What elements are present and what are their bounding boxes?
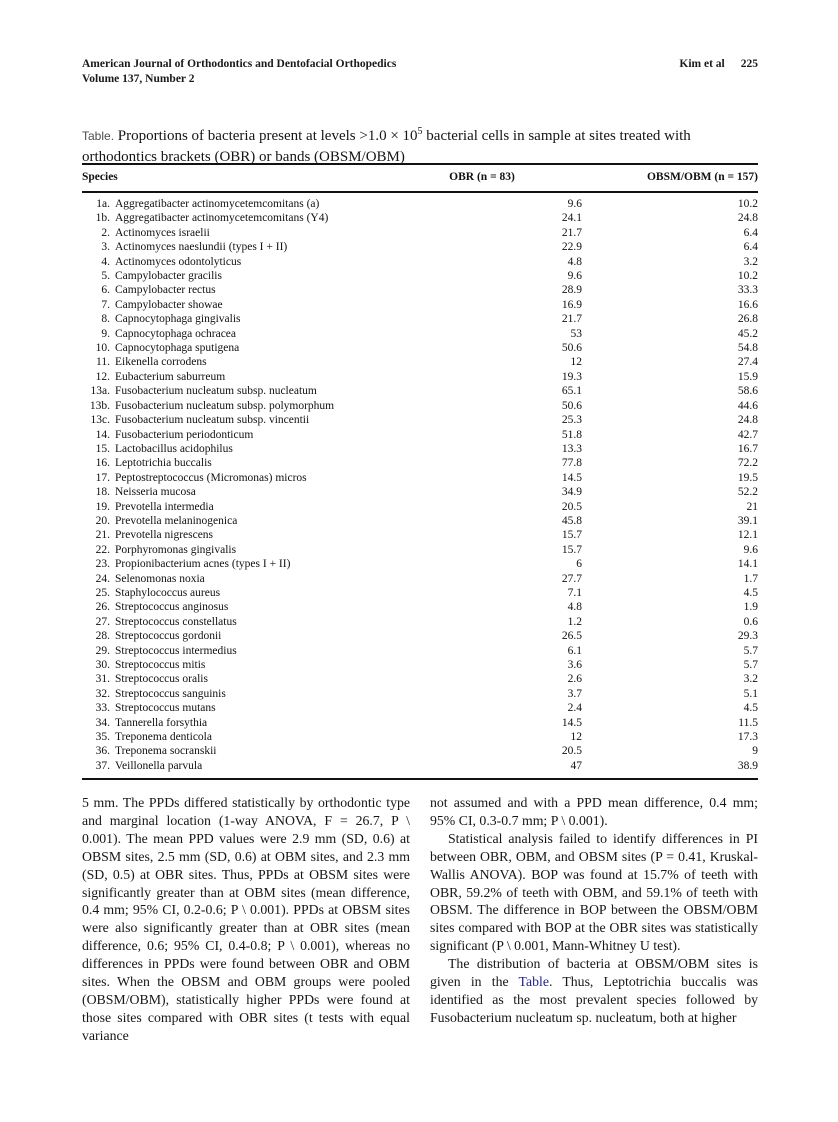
obr-value: 1.2: [567, 615, 582, 628]
table-row: [82, 384, 758, 398]
obr-value: 2.6: [567, 673, 582, 686]
obr-value: 21.7: [561, 226, 582, 239]
species-cell: [82, 658, 382, 672]
species-cell: [82, 485, 382, 499]
species-cell: [82, 572, 382, 586]
species-cell: [82, 687, 382, 701]
table-caption-text: Proportions of bacteria present at levels >1.0 × 10: [114, 128, 418, 144]
species-number: 24.: [95, 572, 110, 585]
authors: Kim et al: [679, 58, 725, 70]
obsm-value: 15.9: [737, 370, 758, 383]
species-number: 17.: [95, 471, 110, 484]
species-cell: [82, 716, 382, 730]
obr-value: 65.1: [561, 385, 582, 398]
obsm-value: 1.9: [743, 601, 758, 614]
running-head-right: [679, 57, 758, 72]
obsm-value: 5.1: [743, 687, 758, 700]
species-cell: [82, 240, 382, 254]
species-cell: [82, 615, 382, 629]
obr-value: 77.8: [561, 457, 582, 470]
species-number: 30.: [95, 659, 110, 671]
obsm-value: 16.6: [737, 298, 758, 311]
species-name: Streptococcus gordonii: [115, 630, 222, 643]
obsm-value: 5.7: [743, 659, 758, 671]
species-number: 26.: [95, 601, 110, 614]
species-cell: [82, 528, 382, 542]
table-row: [82, 428, 758, 442]
species-name: Aggregatibacter actinomycetemcomitans (Y4): [115, 212, 329, 225]
species-number: 1b.: [95, 212, 110, 225]
species-number: 33.: [95, 702, 110, 715]
species-number: 13b.: [89, 399, 110, 412]
species-number: 10.: [95, 342, 110, 355]
obsm-value: 1.7: [743, 572, 758, 585]
species-name: Streptococcus sanguinis: [115, 687, 226, 700]
table-row: [82, 226, 758, 240]
species-name: Actinomyces naeslundii (types I + II): [115, 241, 288, 254]
obr-value: 47: [570, 759, 582, 772]
species-name: Streptococcus mutans: [115, 702, 216, 715]
obr-value: 7.1: [567, 586, 582, 599]
obr-value: 3.6: [567, 659, 582, 671]
species-number: 28.: [95, 630, 110, 643]
species-name: Streptococcus constellatus: [115, 615, 237, 628]
species-name: Tannerella forsythia: [115, 716, 208, 729]
species-name: Capnocytophaga sputigena: [115, 342, 240, 355]
species-name: Streptococcus intermedius: [115, 644, 237, 657]
obsm-value: 3.2: [743, 255, 758, 268]
obr-value: 51.8: [561, 428, 582, 441]
table-row: [82, 759, 758, 779]
species-cell: [82, 384, 382, 398]
species-number: 7.: [101, 298, 110, 311]
table-row: [82, 283, 758, 297]
table-header-row: [82, 164, 758, 192]
species-number: 22.: [95, 543, 110, 556]
column-header-obr: OBR (n = 83): [382, 164, 582, 192]
obsm-value: 44.6: [737, 399, 758, 412]
paragraph: 5 mm. The PPDs differed statistically by orthodontic type and marginal location (1-way ANOVA, F = 26.7, P \ 0.001). The mean PPD values were 2.9 mm (SD, 0.6) at OBSM sites, 2.5 mm (SD, 0.6) at OBM sites, and 2.3 mm (SD, 0.5) at OBR sites. Thus, PPDs at OBSM sites were significantly greater than at OBM sites (mean difference, 0.4 mm; 95% CI, 0.2-0.6; P \ 0.001). PPDs at OBSM sites were also significantly greater than at OBR sites (mean difference, 0.6; 95% CI, 0.4-0.8; P \ 0.001), whereas no differences in PPDs were found between OBR and OBM sites. When the OBSM and OBM groups were pooled (OBSM/OBM), statistically higher PPDs were found at those sites compared with OBR sites (t tests with equal variance: [82, 795, 410, 1043]
obsm-value: 4.5: [743, 586, 758, 599]
species-cell: [82, 312, 382, 326]
species-number: 27.: [95, 615, 110, 628]
species-number: 15.: [95, 442, 110, 455]
species-name: Campylobacter gracilis: [115, 270, 222, 283]
running-head: [82, 57, 758, 87]
paragraph: not assumed and with a PPD mean difference, 0.4 mm; 95% CI, 0.3-0.7 mm; P \ 0.001).: [430, 795, 758, 828]
obsm-value: 39.1: [737, 514, 758, 527]
table-row: [82, 327, 758, 341]
obsm-value: 3.2: [743, 673, 758, 686]
obsm-value: 58.6: [737, 385, 758, 398]
species-number: 9.: [101, 327, 110, 340]
obsm-value: 5.7: [743, 644, 758, 657]
obr-value: 15.7: [561, 543, 582, 556]
body-right-column: [430, 794, 758, 1045]
species-cell: [82, 514, 382, 528]
obr-value: 6: [576, 558, 582, 571]
species-number: 37.: [95, 759, 110, 772]
species-name: Prevotella melaninogenica: [115, 514, 238, 527]
species-cell: [82, 543, 382, 557]
species-number: 1a.: [96, 198, 110, 210]
obr-value: 22.9: [561, 241, 582, 254]
paragraph-text: . Thus, Leptotrichia buccalis was identified as the most prevalent species followed by Fusobacterium nucleatum sp. nucleatum, both at higher: [430, 974, 758, 1025]
table-row: [82, 514, 758, 528]
species-number: 34.: [95, 716, 110, 729]
obr-value: 19.3: [561, 370, 582, 383]
table-row: [82, 312, 758, 326]
species-cell: [82, 500, 382, 514]
table-row: [82, 355, 758, 369]
species-cell: [82, 226, 382, 240]
table-row: [82, 629, 758, 643]
species-number: 16.: [95, 457, 110, 470]
table-row: [82, 485, 758, 499]
obsm-value: 9: [752, 745, 758, 758]
species-number: 13a.: [90, 385, 110, 398]
obr-value: 50.6: [561, 342, 582, 355]
table-row: [82, 644, 758, 658]
species-number: 5.: [101, 270, 110, 283]
species-number: 36.: [95, 745, 110, 758]
species-cell: [82, 600, 382, 614]
table-caption-text-tail: bacterial cells in sample at sites treated with orthodontics brackets (OBR) or bands (OBSM/OBM): [82, 128, 691, 165]
species-cell: [82, 730, 382, 744]
table-row: [82, 255, 758, 269]
obsm-value: 9.6: [743, 543, 758, 556]
obsm-value: 16.7: [737, 442, 758, 455]
table-row: [82, 413, 758, 427]
species-table: [82, 163, 758, 780]
obr-value: 9.6: [567, 270, 582, 283]
obr-value: 26.5: [561, 630, 582, 643]
species-name: Streptococcus mitis: [115, 659, 206, 671]
table-row: [82, 744, 758, 758]
species-number: 21.: [95, 529, 110, 542]
obr-value: 20.5: [561, 500, 582, 513]
journal-issue: Volume 137, Number 2: [82, 73, 195, 85]
obr-value: 12: [570, 731, 582, 744]
species-cell: [82, 211, 382, 225]
table-caption-exponent: 5: [417, 126, 423, 137]
species-number: 6.: [101, 284, 110, 297]
table-row: [82, 730, 758, 744]
obsm-value: 45.2: [737, 327, 758, 340]
obsm-value: 6.4: [743, 241, 758, 254]
obr-value: 2.4: [567, 702, 582, 715]
table-row: [82, 399, 758, 413]
species-cell: [82, 192, 382, 211]
table-row: [82, 456, 758, 470]
obr-value: 13.3: [561, 442, 582, 455]
species-name: Staphylococcus aureus: [115, 586, 221, 599]
obsm-value: 29.3: [737, 630, 758, 643]
obr-value: 53: [570, 327, 582, 340]
table-row: [82, 557, 758, 571]
table-row: [82, 341, 758, 355]
species-number: 2.: [101, 226, 110, 239]
species-cell: [82, 283, 382, 297]
obsm-value: 12.1: [737, 529, 758, 542]
species-cell: [82, 629, 382, 643]
table-row: [82, 528, 758, 542]
species-name: Streptococcus anginosus: [115, 601, 229, 614]
species-number: 25.: [95, 586, 110, 599]
obsm-value: 26.8: [737, 313, 758, 326]
species-number: 23.: [95, 558, 110, 571]
species-name: Porphyromonas gingivalis: [115, 543, 237, 556]
obr-value: 50.6: [561, 399, 582, 412]
table-row: [82, 572, 758, 586]
table-row: [82, 600, 758, 614]
species-number: 32.: [95, 687, 110, 700]
table-row: [82, 240, 758, 254]
species-table-body: [82, 192, 758, 779]
table-row: [82, 658, 758, 672]
obsm-value: 27.4: [737, 356, 758, 369]
running-head-left: [82, 57, 396, 87]
obsm-value: 10.2: [737, 198, 758, 210]
species-name: Fusobacterium nucleatum subsp. polymorphum: [115, 399, 335, 412]
species-name: Prevotella nigrescens: [115, 529, 214, 542]
species-cell: [82, 471, 382, 485]
species-cell: [82, 370, 382, 384]
species-cell: [82, 759, 382, 779]
species-name: Capnocytophaga ochracea: [115, 327, 237, 340]
column-header-obsm: OBSM/OBM (n = 157): [582, 164, 758, 192]
obr-value: 34.9: [561, 486, 582, 499]
species-name: Lactobacillus acidophilus: [115, 442, 233, 455]
column-header-species: Species: [82, 164, 382, 192]
obr-value: 6.1: [567, 644, 582, 657]
table-row: [82, 701, 758, 715]
obr-value: 27.7: [561, 572, 582, 585]
obr-value: 15.7: [561, 529, 582, 542]
obsm-value: 11.5: [738, 716, 758, 729]
table-row: [82, 269, 758, 283]
species-name: Veillonella parvula: [115, 759, 203, 772]
table-row: [82, 543, 758, 557]
table-row: [82, 615, 758, 629]
obr-value: 4.8: [567, 601, 582, 614]
obsm-value: 42.7: [737, 428, 758, 441]
table-row: [82, 298, 758, 312]
obr-value: 4.8: [567, 255, 582, 268]
obr-value: 45.8: [561, 514, 582, 527]
page-number: 225: [740, 58, 758, 70]
obsm-value: 72.2: [737, 457, 758, 470]
journal-title: American Journal of Orthodontics and Dentofacial Orthopedics: [82, 58, 397, 70]
paragraph: [430, 955, 758, 1027]
species-number: 13c.: [90, 414, 110, 427]
obsm-value: 38.9: [737, 759, 758, 772]
table-row: [82, 192, 758, 211]
paragraph: Statistical analysis failed to identify differences in PI between OBR, OBM, and OBSM sites (P = 0.41, Kruskal-Wallis ANOVA). BOP was found at 15.7% of teeth with OBR, 59.2% of teeth with OBM, and 59.1% of teeth with OBSM. The difference in BOP between the OBSM/OBM sites compared with BOP at the OBR sites was statistically significant (P \ 0.001, Mann-Whitney U test).: [430, 830, 758, 954]
species-name: Selenomonas noxia: [115, 572, 205, 585]
species-cell: [82, 355, 382, 369]
obsm-value: 21: [746, 500, 758, 513]
obr-value: 24.1: [561, 212, 582, 225]
species-name: Capnocytophaga gingivalis: [115, 313, 241, 326]
table-row: [82, 586, 758, 600]
species-cell: [82, 557, 382, 571]
obsm-value: 0.6: [743, 615, 758, 628]
obsm-value: 6.4: [743, 226, 758, 239]
table-row: [82, 442, 758, 456]
species-cell: [82, 672, 382, 686]
species-number: 20.: [95, 514, 110, 527]
species-number: 18.: [95, 486, 110, 499]
obsm-value: 17.3: [737, 731, 758, 744]
species-cell: [82, 442, 382, 456]
species-name: Leptotrichia buccalis: [115, 457, 212, 470]
species-number: 29.: [95, 644, 110, 657]
species-cell: [82, 428, 382, 442]
species-name: Peptostreptococcus (Micromonas) micros: [115, 471, 307, 484]
species-number: 31.: [95, 673, 110, 686]
table-row: [82, 471, 758, 485]
species-cell: [82, 701, 382, 715]
species-cell: [82, 586, 382, 600]
species-cell: [82, 744, 382, 758]
species-number: 8.: [101, 313, 110, 326]
species-number: 35.: [95, 731, 110, 744]
species-name: Streptococcus oralis: [115, 673, 208, 686]
obsm-value: 24.8: [737, 414, 758, 427]
obr-value: 25.3: [561, 414, 582, 427]
table-row: [82, 211, 758, 225]
species-name: Campylobacter showae: [115, 298, 223, 311]
obr-value: 3.7: [567, 687, 582, 700]
species-number: 11.: [96, 356, 110, 369]
obr-value: 12: [570, 356, 582, 369]
species-cell: [82, 399, 382, 413]
species-name: Eikenella corrodens: [115, 356, 207, 369]
species-number: 19.: [95, 500, 110, 513]
obr-value: 9.6: [567, 198, 582, 210]
obr-value: 20.5: [561, 745, 582, 758]
table-row: [82, 672, 758, 686]
obr-value: 16.9: [561, 298, 582, 311]
species-cell: [82, 413, 382, 427]
species-number: 12.: [95, 370, 110, 383]
species-name: Fusobacterium nucleatum subsp. nucleatum: [115, 385, 317, 398]
species-cell: [82, 269, 382, 283]
obr-value: 14.5: [561, 471, 582, 484]
species-cell: [82, 644, 382, 658]
species-name: Neisseria mucosa: [115, 486, 196, 499]
species-table-container: [82, 163, 758, 780]
species-number: 4.: [101, 255, 110, 268]
species-name: Actinomyces odontolyticus: [115, 255, 242, 268]
paragraph-text: The distribution of bacteria at OBSM/OBM sites is given in the: [430, 956, 758, 990]
species-name: Aggregatibacter actinomycetemcomitans (a): [115, 198, 320, 210]
species-number: 14.: [95, 428, 110, 441]
obsm-value: 19.5: [737, 471, 758, 484]
obsm-value: 10.2: [737, 270, 758, 283]
obr-value: 14.5: [561, 716, 582, 729]
species-name: Fusobacterium periodonticum: [115, 428, 254, 441]
species-cell: [82, 255, 382, 269]
table-row: [82, 500, 758, 514]
table-cross-reference-link[interactable]: Table: [518, 974, 549, 990]
species-name: Eubacterium saburreum: [115, 370, 226, 383]
species-name: Propionibacterium acnes (types I + II): [115, 558, 291, 571]
obr-value: 21.7: [561, 313, 582, 326]
species-number: 3.: [101, 241, 110, 254]
table-caption: [82, 121, 760, 168]
species-cell: [82, 298, 382, 312]
species-cell: [82, 456, 382, 470]
obsm-value: 24.8: [737, 212, 758, 225]
obr-value: 28.9: [561, 284, 582, 297]
table-caption-label: Table.: [82, 129, 115, 143]
species-name: Actinomyces israelii: [115, 226, 210, 239]
species-name: Treponema denticola: [115, 731, 212, 744]
obsm-value: 4.5: [743, 702, 758, 715]
obsm-value: 14.1: [737, 558, 758, 571]
species-cell: [82, 341, 382, 355]
obsm-value: 33.3: [737, 284, 758, 297]
obsm-value: 54.8: [737, 342, 758, 355]
body-text: [82, 794, 758, 1045]
body-left-column: [82, 794, 410, 1045]
species-name: Treponema socranskii: [115, 745, 217, 758]
table-row: [82, 716, 758, 730]
obsm-value: 52.2: [737, 486, 758, 499]
species-cell: [82, 327, 382, 341]
species-name: Campylobacter rectus: [115, 284, 216, 297]
species-name: Fusobacterium nucleatum subsp. vincentii: [115, 414, 310, 427]
species-name: Prevotella intermedia: [115, 500, 214, 513]
table-row: [82, 370, 758, 384]
table-row: [82, 687, 758, 701]
